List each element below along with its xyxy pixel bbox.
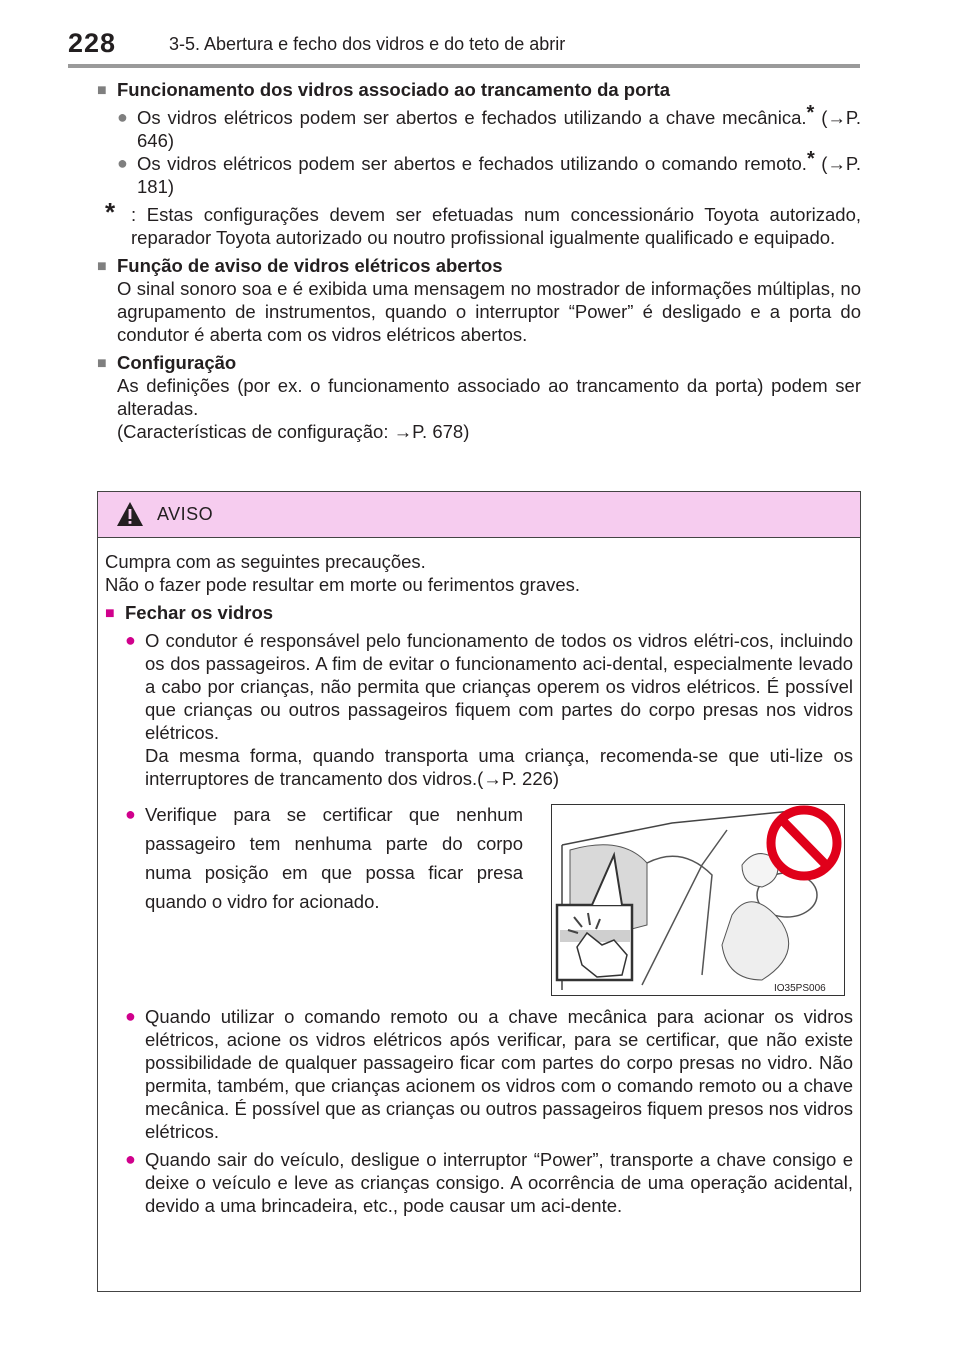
header-rule [68,64,860,68]
footnote [105,197,861,249]
square-bullet-icon: ■ [97,355,107,372]
footnote-marker: * [806,147,815,170]
footnote-asterisk: * [105,197,116,227]
list-item [125,1005,853,1143]
round-bullet-icon: ● [117,153,128,173]
window-pinch-illustration [551,804,845,996]
round-bullet-icon: ● [125,1149,136,1169]
list-item-text: Quando sair do veículo, desligue o interruptor “Power”, transporte a chave consigo e deixe o veículo e leve as crianças consigo. A ocorrência de uma operação acidental, devido a uma brincadeira, etc., pode causar um aci-dente. [145,1149,853,1216]
warning-header [98,492,860,538]
round-bullet-icon: ● [125,804,136,824]
list-item [125,800,523,916]
page-header [68,28,860,64]
page-number: 228 [68,28,117,58]
list-item-text: Os vidros elétricos podem ser abertos e fechados utilizando a chave mecânica. [137,107,807,128]
section-title [97,254,861,277]
list-item-text: Quando utilizar o comando remoto ou a chave mecânica para acionar os vidros elétricos, acione os vidros elétricos após verificar, para se certificar, que não existe possibilidade de qualquer passageiro ficar com partes do corpo presas no vidro. Não permita, também, que crianças acionem os vidros com o comando remoto ou a chave mecânica. É possível que as crianças ou outros passageiros fiquem presos nos vidros elétricos. [145,1006,853,1142]
page-reference: (→P. 646) [137,107,861,151]
square-bullet-icon: ■ [97,82,107,99]
footnote-marker: * [806,101,815,124]
section-body: O sinal sonoro soa e é exibida uma mensagem no mostrador de informações múltiplas, no agrupamento de instrumentos, quando o interruptor “Power” é desligado e a porta do condutor é aberta com os vidros elétricos abertos. [117,278,861,345]
list-item-text: Os vidros elétricos podem ser abertos e fechados utilizando o comando remoto. [137,153,807,174]
section-body-reference: (Características de configuração: →P. 678) [117,421,470,442]
list-item-text: O condutor é responsável pelo funcionamento de todos os vidros elétri-cos, incluindo os dos passageiros. A fim de evitar o funcionamento aci-dental, especialmente levado a cabo por crianças, não permita que crianças operem os vidros elétricos. É possível que crianças ou outros passageiros fiquem com partes do corpo presas nos vidros elétricos. [145,630,853,743]
square-bullet-icon: ■ [105,605,115,622]
warning-triangle-icon [116,501,144,527]
warning-body [105,550,853,1217]
warning-intro: Não o fazer pode resultar em morte ou ferimentos graves. [105,574,581,595]
list-item [125,629,853,790]
section-title-text: Funcionamento dos vidros associado ao trancamento da porta [117,79,671,100]
footnote-text: : Estas configurações devem ser efetuadas num concessionário Toyota autorizado, reparador Toyota autorizado ou noutro profissional igualmente qualificado e equipado. [131,204,861,248]
section-body: As definições (por ex. o funcionamento associado ao trancamento da porta) podem ser alteradas. [117,375,861,419]
section-title-text: Configuração [117,352,237,373]
chapter-title: 3-5. Abertura e fecho dos vidros e do teto de abrir [169,34,566,54]
warning-subtitle [105,601,853,624]
list-item-text-continued: Da mesma forma, quando transporta uma criança, recomenda-se que uti-lize os interruptores de trancamento dos vidros.(→P. 226) [145,745,853,789]
list-item-with-illustration [125,800,853,1000]
section-title-text: Função de aviso de vidros elétricos abertos [117,255,503,276]
round-bullet-icon: ● [125,1006,136,1026]
main-content [97,78,861,443]
page-reference: (→P. 181) [137,153,861,197]
square-bullet-icon: ■ [97,258,107,275]
illustration-code: IO35PS006 [774,983,826,994]
warning-box [97,491,861,1292]
section-title [97,78,861,101]
round-bullet-icon: ● [117,107,128,127]
list-item-text: Verifique para se certificar que nenhum passageiro tem nenhuma parte do corpo numa posição em que possa ficar presa quando o vidro for acionado. [145,804,523,912]
list-item [117,147,861,198]
section-title [97,351,861,374]
warning-title: AVISO [157,504,214,524]
warning-intro: Cumpra com as seguintes precauções. [105,551,426,572]
round-bullet-icon: ● [125,630,136,650]
warning-subtitle-text: Fechar os vidros [125,602,274,623]
list-item [125,1148,853,1217]
list-item [117,101,861,152]
